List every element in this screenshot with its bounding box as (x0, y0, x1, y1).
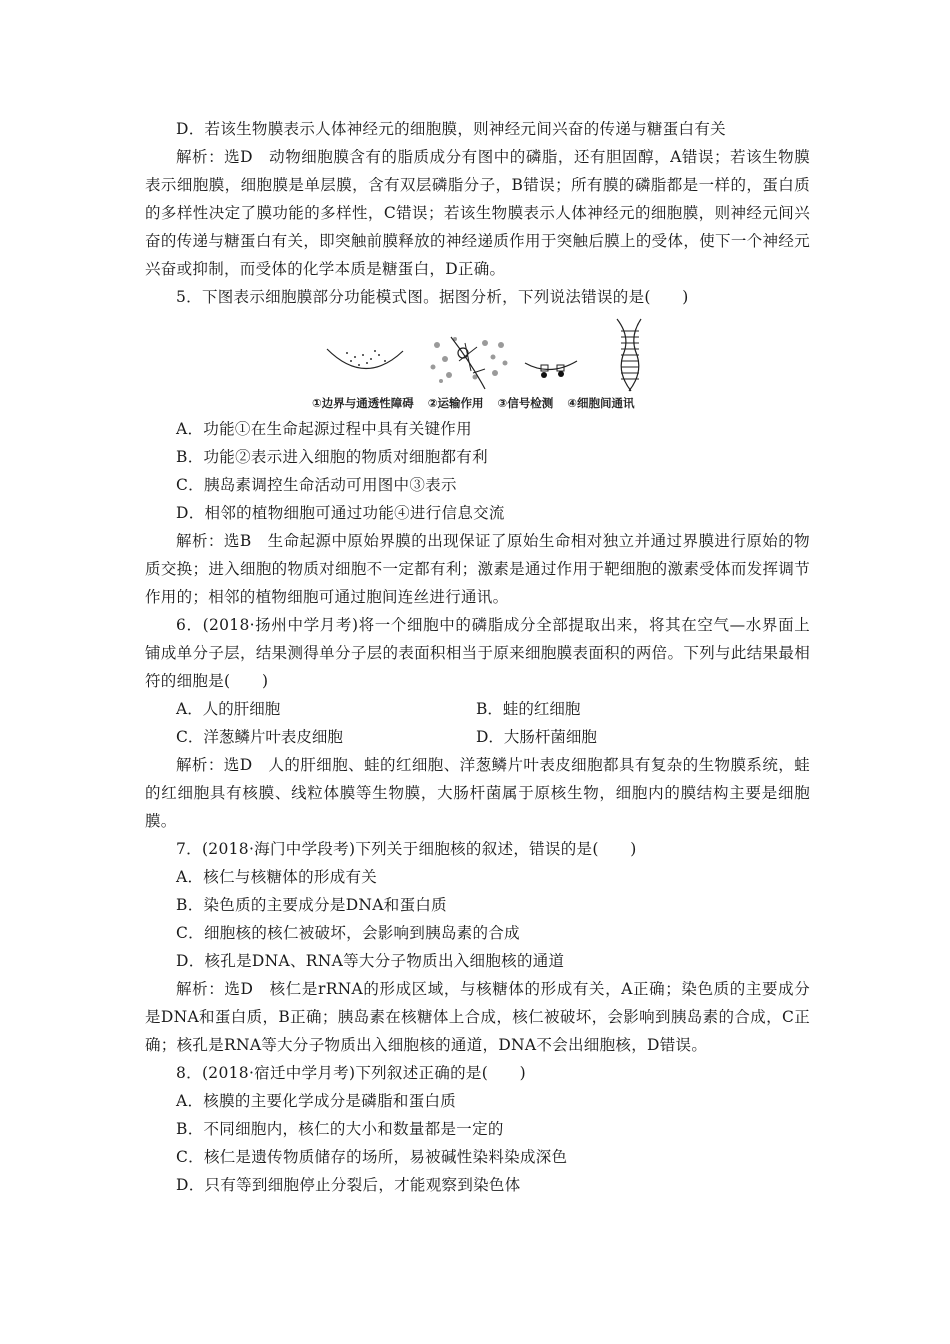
membrane-function-diagram (325, 315, 665, 393)
q7-option-a: A．核仁与核糖体的形成有关 (176, 868, 378, 886)
q8-option-c: C．核仁是遗传物质储存的场所，易被碱性染料染成深色 (176, 1148, 568, 1166)
q7-option-b: B．染色质的主要成分是DNA和蛋白质 (176, 896, 447, 914)
q4-analysis: 解析：选D 动物细胞膜含有的脂质成分有图中的磷脂，还有胆固醇，A错误；若该生物膜表示细胞膜，细胞膜是单层膜，含有双层磷脂分子，B错误；所有膜的磷脂都是一样的，蛋白质的多样性决定了膜功能的多样性，C错误；若该生物膜表示人体神经元的细胞膜，则神经元间兴奋的传递与糖蛋白有关，即突触前膜释放的神经递质作用于突触后膜上的受体，使下一个神经元兴奋或抑制，而受体的化学本质是糖蛋白，D正确。 (145, 148, 810, 278)
figure-labels (312, 395, 635, 411)
q7-option-d: D．核孔是DNA、RNA等大分子物质出入细胞核的通道 (176, 952, 565, 970)
q7-analysis: 解析：选D 核仁是rRNA的形成区域，与核糖体的形成有关，A正确；染色质的主要成分是DNA和蛋白质，B正确；胰岛素在核糖体上合成，核仁被破坏，会影响到胰岛素的合成，C正确；核孔是RNA等大分子物质出入细胞核的通道，DNA不会出细胞核，D错误。 (145, 980, 810, 1054)
q6-analysis: 解析：选D 人的肝细胞、蛙的红细胞、洋葱鳞片叶表皮细胞都具有复杂的生物膜系统，蛙的红细胞具有核膜、线粒体膜等生物膜，大肠杆菌属于原核生物，细胞内的膜结构主要是细胞膜。 (145, 756, 810, 830)
q5-option-d: D．相邻的植物细胞可通过功能④进行信息交流 (176, 504, 505, 522)
membrane-function-figure (145, 315, 810, 415)
q5-option-a: A．功能①在生命起源过程中具有关键作用 (176, 420, 472, 438)
q6-stem: 6．(2018·扬州中学月考)将一个细胞中的磷脂成分全部提取出来，将其在空气—水界面上铺成单分子层，结果测得单分子层的表面积相当于原来细胞膜表面积的两倍。下列与此结果最相符的细胞是( ) (145, 616, 810, 690)
q6-option-b: B．蛙的红细胞 (476, 700, 581, 718)
q5-stem: 5．下图表示细胞膜部分功能模式图。据图分析，下列说法错误的是( ) (176, 288, 689, 306)
q8-option-b: B．不同细胞内，核仁的大小和数量都是一定的 (176, 1120, 504, 1138)
q7-stem: 7．(2018·海门中学段考)下列关于细胞核的叙述，错误的是( ) (176, 840, 637, 858)
q6-options-row-2 (145, 723, 810, 751)
q5-analysis: 解析：选B 生命起源中原始界膜的出现保证了原始生命相对独立并通过界膜进行原始的物质交换；进入细胞的物质对细胞不一定都有利；激素是通过作用于靶细胞的激素受体而发挥调节作用的；相邻的植物细胞可通过胞间连丝进行通讯。 (145, 532, 810, 606)
q6-option-a: A．人的肝细胞 (176, 700, 281, 718)
boundary-illustration (327, 349, 403, 369)
q5-option-b: B．功能②表示进入细胞的物质对细胞都有利 (176, 448, 488, 466)
q7-option-c: C．细胞核的核仁被破坏，会影响到胰岛素的合成 (176, 924, 520, 942)
q8-option-a: A．核膜的主要化学成分是磷脂和蛋白质 (176, 1092, 457, 1110)
q6-option-c: C．洋葱鳞片叶表皮细胞 (176, 728, 343, 746)
cell-communication-illustration (617, 319, 641, 391)
q5-option-c: C．胰岛素调控生命活动可用图中③表示 (176, 476, 457, 494)
figure-label-3: ③信号检测 (497, 396, 554, 410)
q4-option-d: D．若该生物膜表示人体神经元的细胞膜，则神经元间兴奋的传递与糖蛋白有关 (176, 120, 726, 138)
q8-stem: 8．(2018·宿迁中学月考)下列叙述正确的是( ) (176, 1064, 527, 1082)
q6-option-d: D．大肠杆菌细胞 (476, 728, 597, 746)
figure-label-4: ④细胞间通讯 (567, 396, 635, 410)
figure-label-2: ②运输作用 (427, 396, 484, 410)
transport-illustration (431, 337, 508, 389)
q8-option-d: D．只有等到细胞停止分裂后，才能观察到染色体 (176, 1176, 521, 1194)
q6-options-row-1 (145, 695, 810, 723)
document-page (145, 115, 810, 1199)
signal-detection-illustration (525, 361, 577, 378)
figure-label-1: ①边界与通透性障碍 (312, 396, 414, 410)
